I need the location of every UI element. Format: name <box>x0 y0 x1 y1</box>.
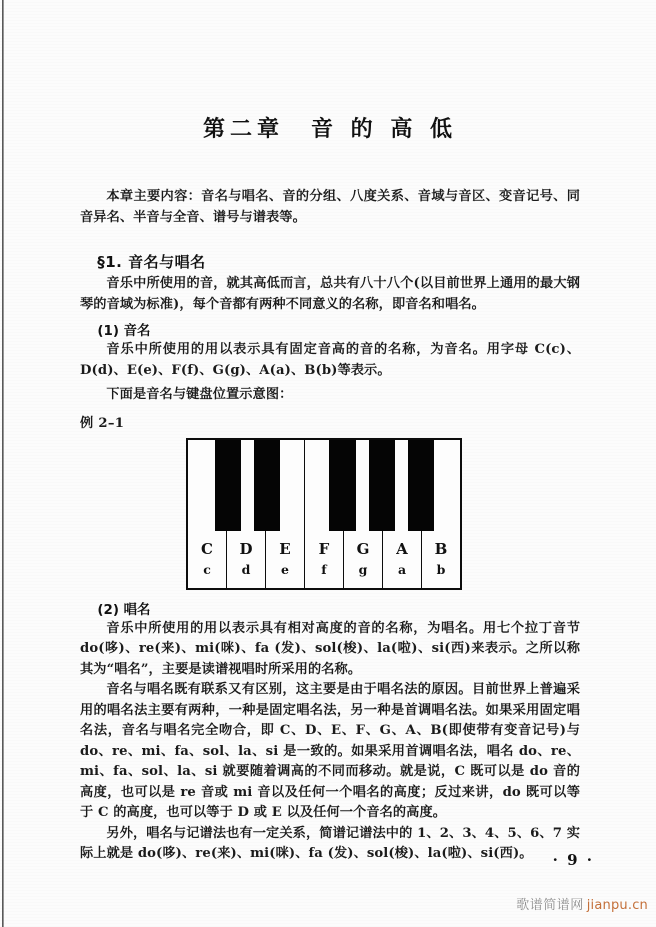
white-key-e-labels <box>266 538 304 580</box>
watermark-chinese-text: 歌谱简谱网 <box>516 898 584 913</box>
white-key-c-upper-label: C <box>201 539 213 558</box>
white-key-f-lower-label: f <box>321 561 327 577</box>
black-key-g-sharp[interactable] <box>369 440 395 532</box>
white-key-f-upper-label: F <box>318 539 330 558</box>
page-number: · 9 · <box>552 851 594 869</box>
black-key-d-sharp[interactable] <box>254 440 280 532</box>
white-key-a-lower-label: a <box>397 561 407 577</box>
white-key-f-labels <box>305 538 343 580</box>
piano-keyboard-figure <box>80 438 580 594</box>
white-key-e-upper-label: E <box>279 539 291 558</box>
subsection-changming-paragraph-2: 音名与唱名既有联系又有区别，这主要是由于唱名法的原因。目前世界上普遍采用的唱名法主要有两种，一种是固定唱名法，另一种是首调唱名法。如果采用固定唱名法，音名与唱名完全吻合，即 C、D、E、F、G、A、B(即使带有变音记号)与 do、re、mi、fa、sol、la、si 是一致的。如果采用首调唱名法，唱名 do、re、mi、fa、sol、la、si 就要随着调高的不同而移动。就是说，C 既可以是 do 音的高度，也可以是 re 音或 mi 音以及任何一个唱名的高度；反过来讲，do 既可以等于 C 的高度，也可以等于 D 或 E 以及任何一个音名的高度。 <box>80 682 580 820</box>
black-key-a-sharp[interactable] <box>408 440 434 532</box>
white-key-d-lower-label: d <box>241 561 251 577</box>
site-watermark <box>516 898 648 914</box>
white-key-b-lower-label: b <box>436 561 446 577</box>
white-key-d-upper-label: D <box>239 539 253 558</box>
section-heading-1: §1. 音名与唱名 <box>97 253 206 271</box>
section1-paragraph-1: 音乐中所使用的音，就其高低而言，总共有八十八个(以目前世界上通用的最大钢琴的音域为标准)，每个音都有两种不同意义的名称，即音名和唱名。 <box>80 276 580 312</box>
chapter-intro-paragraph: 本章主要内容：音名与唱名、音的分组、八度关系、音域与音区、变音记号、同音异名、半音与全音、谱号与谱表等。 <box>80 189 580 225</box>
white-key-b-labels <box>422 538 460 580</box>
example-label-2-1: 例 2–1 <box>80 415 125 431</box>
white-key-g-labels <box>344 538 382 580</box>
watermark-domain-text: jianpu.cn <box>586 898 648 913</box>
chapter-intro-block <box>80 187 580 228</box>
white-key-a-labels <box>383 538 421 580</box>
white-key-e-lower-label: e <box>281 561 289 577</box>
white-key-g-upper-label: G <box>356 539 370 558</box>
white-key-c-lower-label: c <box>203 561 211 577</box>
chapter-title: 第二章 音 的 高 低 <box>203 117 457 142</box>
subsection-heading-changming: (2) 唱名 <box>97 602 151 618</box>
subsection-yinming-paragraph-2: 下面是音名与键盘位置示意图： <box>106 387 293 402</box>
white-key-c-labels <box>188 538 226 580</box>
subsection-changming-paragraph-3: 另外，唱名与记谱法也有一定关系，简谱记谱法中的 1、2、3、4、5、6、7 实际上就是 do(哆)、re(来)、mi(咪)、fa (发)、sol(梭)、la(啦)、si(西)。 <box>80 825 580 861</box>
white-key-b-upper-label: B <box>434 539 448 558</box>
white-key-d-labels <box>227 538 265 580</box>
black-key-c-sharp[interactable] <box>215 440 241 532</box>
subsection-yinming-paragraph-1: 音乐中所使用的用以表示具有固定音高的音的名称，为音名。用字母 C(c)、D(d)、E(e)、F(f)、G(g)、A(a)、B(b)等表示。 <box>80 342 580 378</box>
subsection-heading-yinming: (1) 音名 <box>97 324 151 339</box>
subsection-changming-paragraph-1: 音乐中所使用的用以表示具有相对高度的音的名称，为唱名。用七个拉丁音节 do(哆)、re(来)、mi(咪)、fa (发)、sol(梭)、la(啦)、si(西)来表示。之所以称其为“唱名”，主要是读谱视唱时所采用的名称。 <box>80 620 580 677</box>
white-key-g-lower-label: g <box>358 561 368 577</box>
white-key-a-upper-label: A <box>396 539 408 558</box>
piano-keyboard <box>186 438 462 590</box>
black-key-f-sharp[interactable] <box>329 440 355 532</box>
page-content <box>80 0 580 865</box>
